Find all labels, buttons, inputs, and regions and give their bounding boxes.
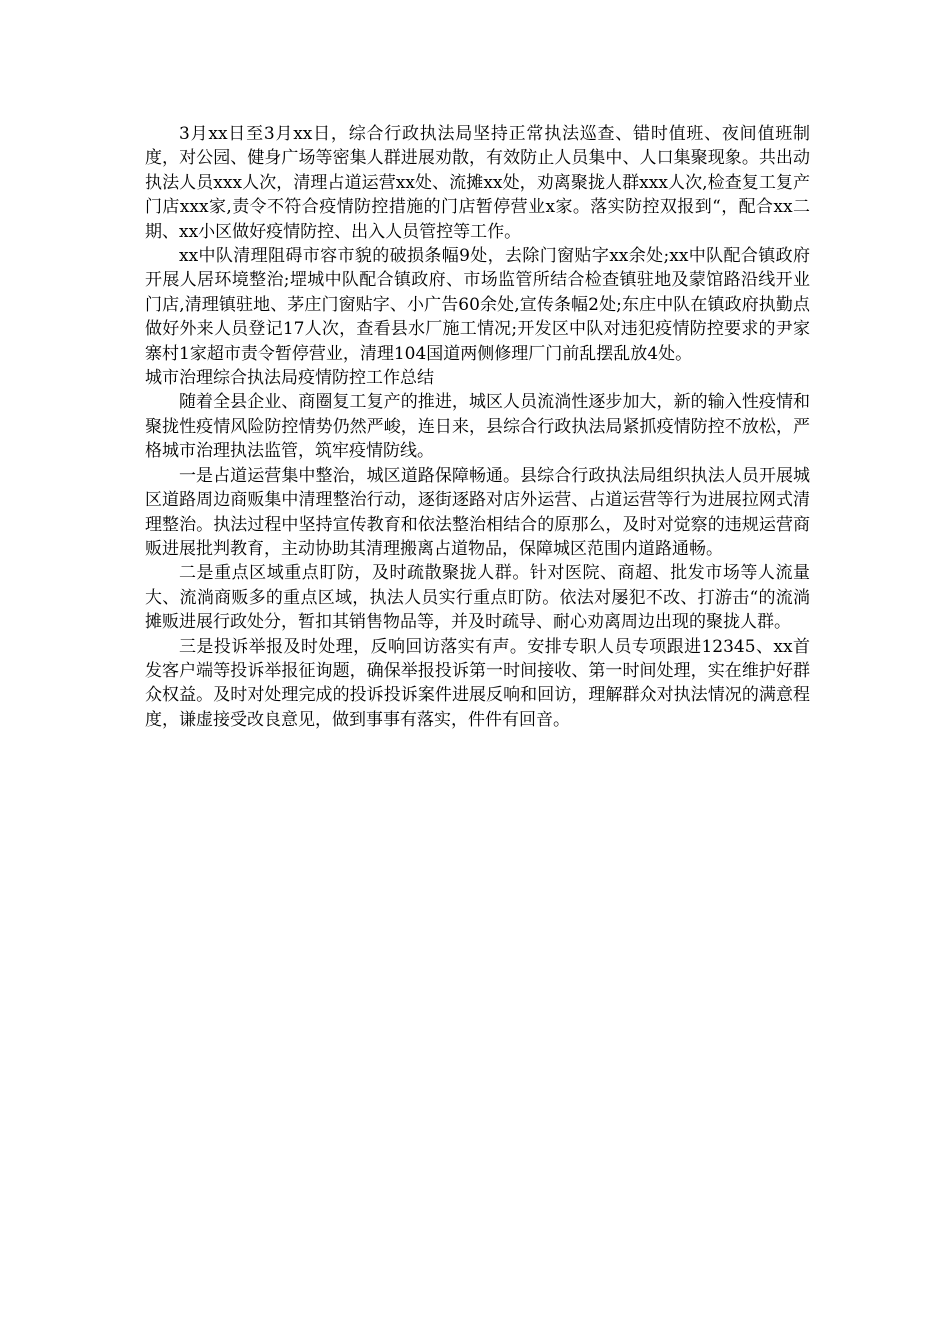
section-intro-paragraph: 随着全县企业、商圈复工复产的推进，城区人员流淌性逐步加大，新的输入性疫情和聚拢性疫情风险防控情势仍然严峻，连日来，县综合行政执法局紧抓疫情防控不放松，严格城市治理执法监管，筑牢疫情防线。	[145, 392, 810, 462]
document-page	[145, 122, 810, 732]
body-paragraph-2: xx中队清理阻碍市容市貌的破损条幅9处，去除门窗贴字xx余处;xx中队配合镇政府开展人居环境整治;堽城中队配合镇政府、市场监管所结合检查镇驻地及蒙馆路沿线开业门店,清理镇驻地、茅庄门窗贴字、小广告60余处,宣传条幅2处;东庄中队在镇政府执勤点做好外来人员登记17人次，查看县水厂施工情况;开发区中队对违犯疫情防控要求的尹家寨村1家超市责令暂停营业，清理104国道两侧修理厂门前乱摆乱放4处。	[145, 246, 810, 364]
section-title: 城市治理综合执法局疫情防控工作总结	[145, 368, 434, 389]
section-paragraph-complaints: 三是投诉举报及时处理，反响回访落实有声。安排专职人员专项跟进12345、xx首发客户端等投诉举报征询题，确保举报投诉第一时间接收、第一时间处理，实在维护好群众权益。及时对处理完成的投诉投诉案件进展反响和回访，理解群众对执法情况的满意程度，谦虚接受改良意见，做到事事有落实，件件有回音。	[145, 636, 810, 730]
body-paragraph-1: 3月xx日至3月xx日，综合行政执法局坚持正常执法巡查、错时值班、夜间值班制度，对公园、健身广场等密集人群进展劝散，有效防止人员集中、人口集聚现象。共出动执法人员xxx人次，清理占道运营xx处、流摊xx处，劝离聚拢人群xxx人次,检查复工复产门店xxx家,责令不符合疫情防控措施的门店暂停营业x家。落实防控双报到“，配合xx二期、xx小区做好疫情防控、出入人员管控等工作。	[145, 124, 810, 242]
section-paragraph-road-management: 一是占道运营集中整治，城区道路保障畅通。县综合行政执法局组织执法人员开展城区道路周边商贩集中清理整治行动，逐街逐路对店外运营、占道运营等行为进展拉网式清理整治。执法过程中坚持宣传教育和依法整治相结合的原那么，及时对觉察的违规运营商贩进展批判教育，主动协助其清理搬离占道物品，保障城区范围内道路通畅。	[145, 465, 810, 559]
section-paragraph-key-areas: 二是重点区域重点盯防，及时疏散聚拢人群。针对医院、商超、批发市场等人流量大、流淌商贩多的重点区域，执法人员实行重点盯防。依法对屡犯不改、打游击“的流淌摊贩进展行政处分，暂扣其销售物品等，并及时疏导、耐心劝离周边出现的聚拢人群。	[145, 563, 810, 633]
